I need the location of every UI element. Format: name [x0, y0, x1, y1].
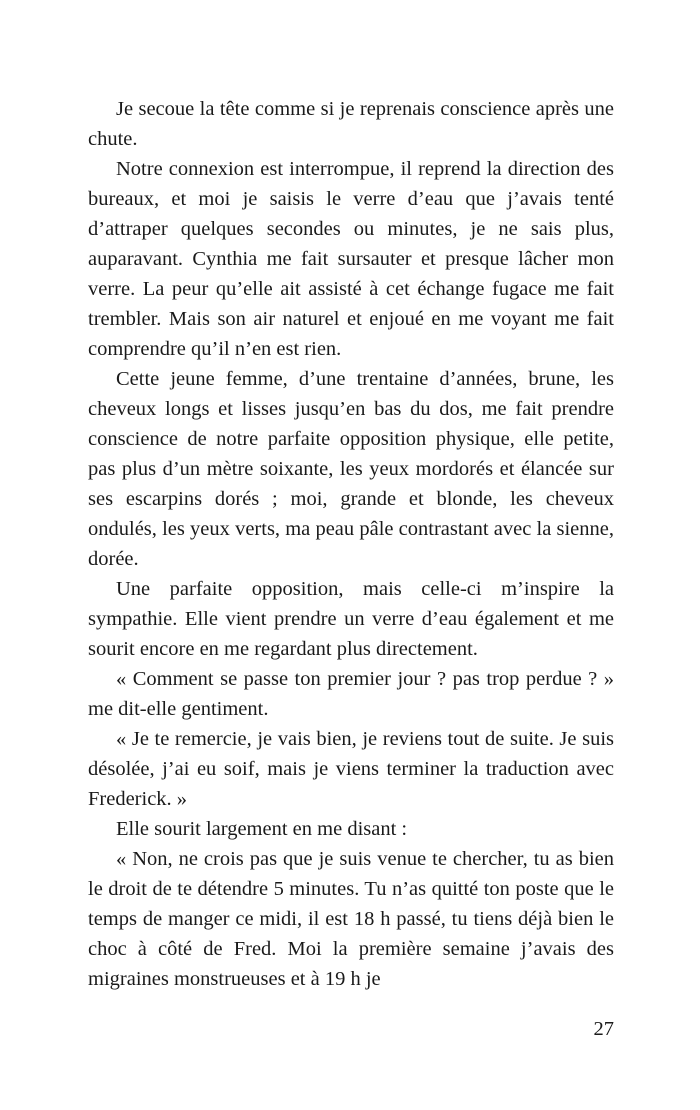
paragraph: Je secoue la tête comme si je reprenais conscience après une chute.	[88, 98, 614, 150]
paragraph: Notre connexion est interrompue, il reprend la direction des bureaux, et moi je saisis le verre d’eau que j’avais tenté d’attraper quelques secondes ou minutes, je ne sais plus, auparavant. Cynthia me fait sursauter et presque lâcher mon verre. La peur qu’elle ait assisté à cet échange fugace me fait trembler. Mais son air naturel et enjoué en me voyant me fait comprendre qu’il n’en est rien.	[88, 158, 614, 360]
paragraph: « Je te remercie, je vais bien, je reviens tout de suite. Je suis désolée, j’ai eu soif, mais je viens terminer la traduction avec Frederick. »	[88, 728, 614, 810]
page-number: 27	[593, 1018, 614, 1040]
paragraph: « Comment se passe ton premier jour ? pas trop perdue ? » me dit-elle gentiment.	[88, 668, 614, 720]
paragraph: Cette jeune femme, d’une trentaine d’années, brune, les cheveux longs et lisses jusqu’en bas du dos, me fait prendre conscience de notre parfaite opposition physique, elle petite, pas plus d’un mètre soixante, les yeux mordorés et élancée sur ses escarpins dorés ; moi, grande et blonde, les cheveux ondulés, les yeux verts, ma peau pâle contrastant avec la sienne, dorée.	[88, 368, 614, 570]
paragraph: Elle sourit largement en me disant :	[116, 818, 408, 840]
paragraph: « Non, ne crois pas que je suis venue te chercher, tu as bien le droit de te détendre 5 minutes. Tu n’as quitté ton poste que le temps de manger ce midi, il est 18 h passé, tu tiens déjà bien le choc à côté de Fred. Moi la première semaine j’avais des migraines monstrueuses et à 19 h je	[88, 848, 614, 990]
page-body	[88, 94, 614, 994]
paragraph: Une parfaite opposition, mais celle-ci m’inspire la sympathie. Elle vient prendre un verre d’eau également et me sourit encore en me regardant plus directement.	[88, 578, 614, 660]
